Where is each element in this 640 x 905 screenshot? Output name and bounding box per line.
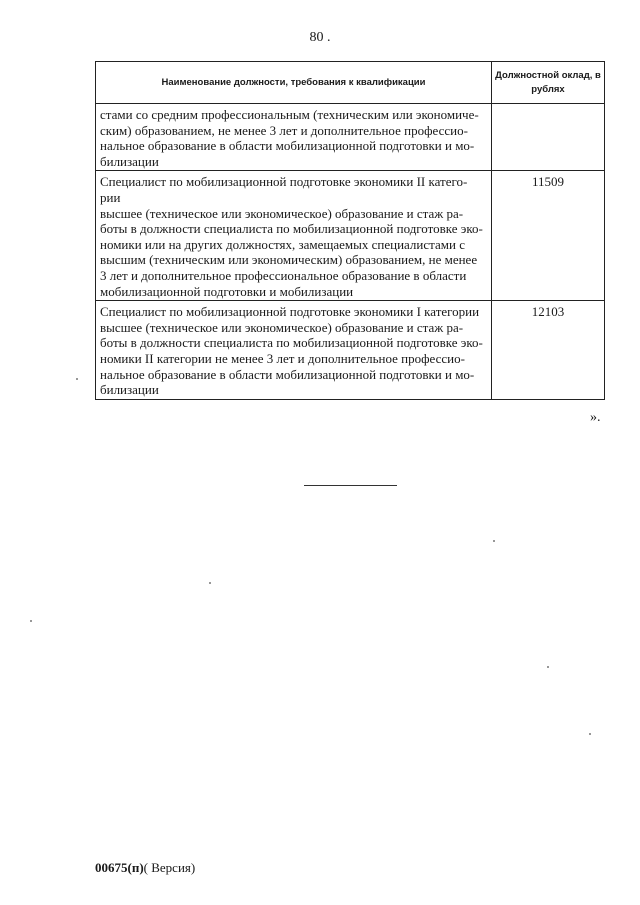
document-code-number: 00675(п) [95,860,144,875]
document-version: ( Версия) [143,860,196,875]
description-line: нальное образование в области мобилизационной подготовки и мо- [100,138,475,154]
scan-speck [30,620,32,622]
description-line: высшим (техническим или экономическим) образованием, не менее [100,252,478,268]
salary-value: 12103 [492,301,605,400]
description-line: боты в должности специалиста по мобилизационной подготовке эко- [100,221,483,237]
description-line: номики или на других должностях, замещаемых специалистами с [100,236,465,252]
description-line: номики II категории не менее 3 лет и дополнительное профессио- [100,350,465,366]
separator-line [304,485,397,486]
table-row [96,301,605,400]
description-line: нальное образование в области мобилизационной подготовки и мо- [100,366,475,382]
description-line: Специалист по мобилизационной подготовке экономики I категории [100,304,480,320]
scan-speck [589,733,591,735]
position-description [96,171,492,301]
description-line: стами со средним профессиональным (техническим или экономиче- [100,107,479,122]
description-line: ским) образованием, не менее 3 лет и дополнительное профессио- [100,122,468,138]
table-header-row [96,62,605,104]
description-line: Специалист по мобилизационной подготовке экономики II катего- [100,174,468,190]
description-line: рии [100,189,121,205]
description-line: билизации [100,382,159,398]
position-description [96,104,492,171]
position-header: Наименование должности, требования к квалификации [96,62,492,104]
salary-value: 11509 [492,171,605,301]
description-line: мобилизационной подготовки и мобилизации [100,283,354,299]
description-line: боты в должности специалиста по мобилизационной подготовке эко- [100,335,483,351]
scan-speck [493,540,495,542]
description-line: высшее (техническое или экономическое) образование и стаж ра- [100,319,464,335]
description-line: 3 лет и дополнительное профессиональное образование в области [100,267,467,283]
salary-value [492,104,605,171]
table-row [96,104,605,171]
description-line: билизации [100,153,159,169]
scan-speck [76,378,78,380]
description-line: высшее (техническое или экономическое) образование и стаж ра- [100,205,464,221]
document-code [95,860,195,876]
scan-speck [209,582,211,584]
table-row [96,171,605,301]
salary-table [95,61,605,400]
position-description [96,301,492,400]
scan-speck [547,666,549,668]
salary-header: Должностной оклад, в рублях [492,62,605,104]
page-number: 80 . [309,30,331,45]
closing-quote: ». [590,410,601,425]
